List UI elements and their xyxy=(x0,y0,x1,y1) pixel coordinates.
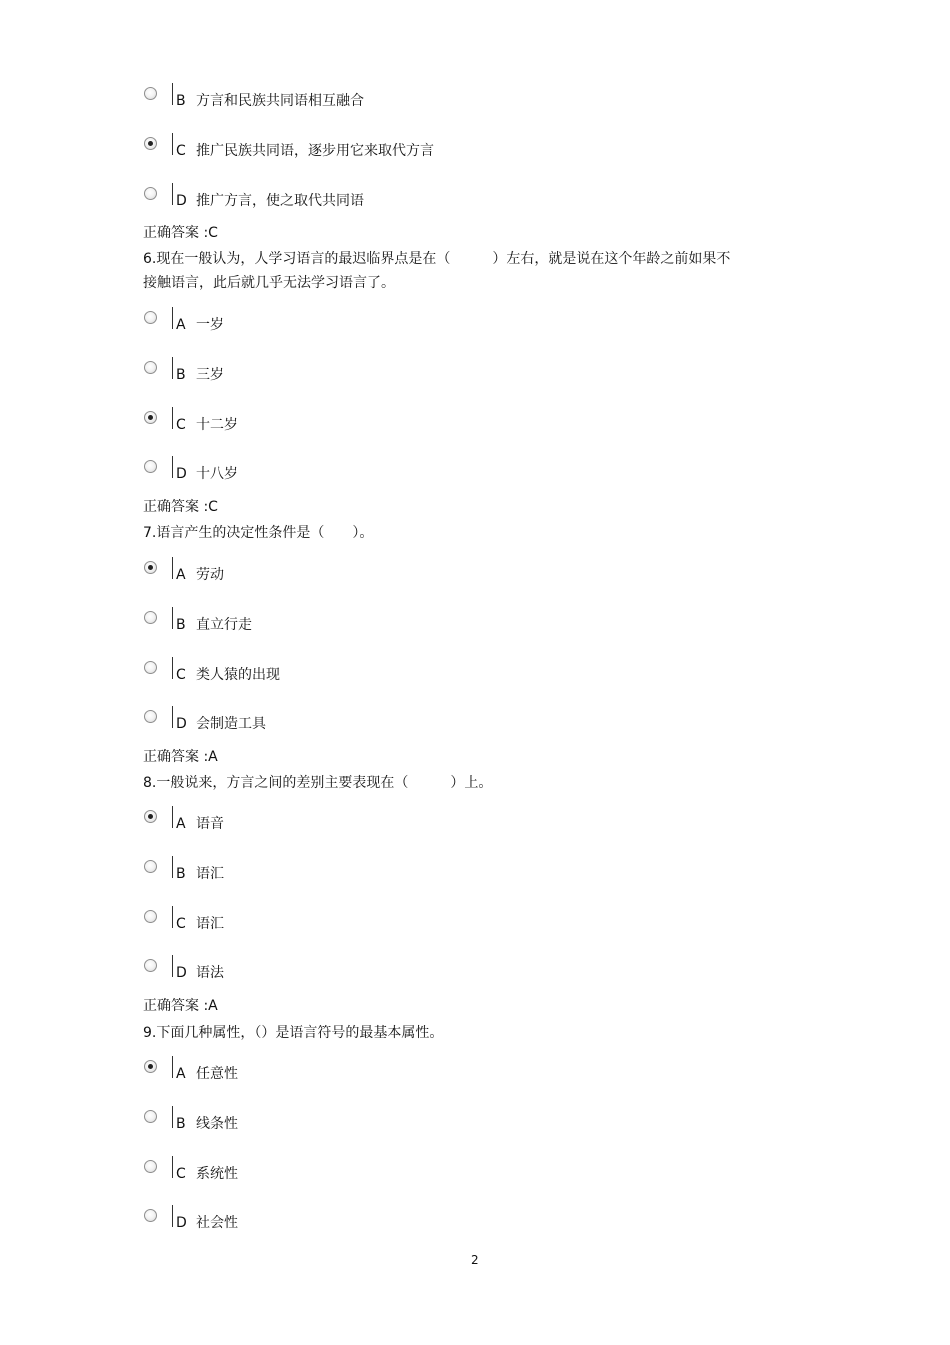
radio-option-c[interactable] xyxy=(144,1160,157,1173)
option-text: 语汇 xyxy=(196,916,224,932)
option-text: 系统性 xyxy=(196,1166,238,1182)
option-letter: D xyxy=(176,965,187,981)
option-label[interactable] xyxy=(176,665,280,685)
radio-option-d[interactable] xyxy=(144,710,157,723)
radio-option-b[interactable] xyxy=(144,87,157,100)
option-divider xyxy=(172,183,173,205)
option-text: 直立行走 xyxy=(196,617,252,633)
option-label[interactable] xyxy=(176,415,238,435)
option-label[interactable] xyxy=(176,1213,238,1233)
option-divider xyxy=(172,1056,173,1078)
option-letter: D xyxy=(176,1215,187,1231)
option-letter: A xyxy=(176,567,186,583)
option-letter: B xyxy=(176,93,186,109)
correct-answer: 正确答案 :C xyxy=(143,499,218,515)
option-divider xyxy=(172,407,173,429)
radio-option-c[interactable] xyxy=(144,137,157,150)
option-divider xyxy=(172,856,173,878)
radio-option-a[interactable] xyxy=(144,311,157,324)
option-text: 一岁 xyxy=(196,317,224,333)
option-text: 方言和民族共同语相互融合 xyxy=(196,93,364,109)
option-divider xyxy=(172,706,173,728)
option-text: 十二岁 xyxy=(196,417,238,433)
option-text: 语音 xyxy=(196,816,224,832)
option-divider xyxy=(172,1205,173,1227)
option-text: 三岁 xyxy=(196,367,224,383)
correct-answer: 正确答案 :A xyxy=(143,749,218,765)
option-label[interactable] xyxy=(176,714,266,734)
option-letter: C xyxy=(176,1166,186,1182)
question-stem: 8.一般说来，方言之间的差别主要表现在（ ）上。 xyxy=(143,775,493,791)
option-text: 推广方言，使之取代共同语 xyxy=(196,193,364,209)
radio-option-a[interactable] xyxy=(144,561,157,574)
option-label[interactable] xyxy=(176,315,224,335)
radio-option-d[interactable] xyxy=(144,187,157,200)
option-letter: D xyxy=(176,716,187,732)
option-letter: D xyxy=(176,466,187,482)
option-label[interactable] xyxy=(176,141,434,161)
radio-option-a[interactable] xyxy=(144,1060,157,1073)
option-label[interactable] xyxy=(176,814,224,834)
question-stem: 接触语言，此后就几乎无法学习语言了。 xyxy=(143,275,395,291)
option-divider xyxy=(172,133,173,155)
radio-option-c[interactable] xyxy=(144,661,157,674)
radio-option-c[interactable] xyxy=(144,411,157,424)
question-stem: 6.现在一般认为，人学习语言的最迟临界点是在（ ）左右，就是说在这个年龄之前如果不 xyxy=(143,251,731,267)
option-divider xyxy=(172,806,173,828)
option-label[interactable] xyxy=(176,1064,238,1084)
option-letter: B xyxy=(176,866,186,882)
option-divider xyxy=(172,1156,173,1178)
option-letter: A xyxy=(176,816,186,832)
option-letter: A xyxy=(176,317,186,333)
option-letter: A xyxy=(176,1066,186,1082)
option-label[interactable] xyxy=(176,914,224,934)
radio-option-d[interactable] xyxy=(144,1209,157,1222)
option-letter: C xyxy=(176,916,186,932)
option-divider xyxy=(172,357,173,379)
option-label[interactable] xyxy=(176,963,224,983)
option-label[interactable] xyxy=(176,365,224,385)
option-letter: C xyxy=(176,667,186,683)
radio-option-b[interactable] xyxy=(144,611,157,624)
option-label[interactable] xyxy=(176,864,224,884)
option-divider xyxy=(172,657,173,679)
option-label[interactable] xyxy=(176,191,364,211)
option-text: 类人猿的出现 xyxy=(196,667,280,683)
option-text: 十八岁 xyxy=(196,466,238,482)
option-text: 语汇 xyxy=(196,866,224,882)
option-label[interactable] xyxy=(176,91,364,111)
option-letter: B xyxy=(176,617,186,633)
option-label[interactable] xyxy=(176,1114,238,1134)
option-letter: B xyxy=(176,1116,186,1132)
radio-option-d[interactable] xyxy=(144,959,157,972)
option-letter: D xyxy=(176,193,187,209)
radio-option-b[interactable] xyxy=(144,1110,157,1123)
option-divider xyxy=(172,955,173,977)
option-label[interactable] xyxy=(176,464,238,484)
option-letter: C xyxy=(176,143,186,159)
option-divider xyxy=(172,557,173,579)
radio-option-a[interactable] xyxy=(144,810,157,823)
question-stem: 9.下面几种属性，（）是语言符号的最基本属性。 xyxy=(143,1025,444,1041)
radio-option-d[interactable] xyxy=(144,460,157,473)
option-divider xyxy=(172,456,173,478)
option-letter: B xyxy=(176,367,186,383)
radio-option-b[interactable] xyxy=(144,860,157,873)
option-text: 劳动 xyxy=(196,567,224,583)
option-text: 会制造工具 xyxy=(196,716,266,732)
radio-option-b[interactable] xyxy=(144,361,157,374)
question-stem: 7.语言产生的决定性条件是（ ）。 xyxy=(143,525,374,541)
option-text: 线条性 xyxy=(196,1116,238,1132)
option-divider xyxy=(172,607,173,629)
option-text: 推广民族共同语，逐步用它来取代方言 xyxy=(196,143,434,159)
option-letter: C xyxy=(176,417,186,433)
correct-answer: 正确答案 :A xyxy=(143,998,218,1014)
option-label[interactable] xyxy=(176,565,224,585)
option-divider xyxy=(172,906,173,928)
option-divider xyxy=(172,1106,173,1128)
option-text: 语法 xyxy=(196,965,224,981)
option-divider xyxy=(172,83,173,105)
option-label[interactable] xyxy=(176,1164,238,1184)
option-divider xyxy=(172,307,173,329)
page-number: 2 xyxy=(471,1253,479,1267)
correct-answer: 正确答案 :C xyxy=(143,225,218,241)
option-text: 社会性 xyxy=(196,1215,238,1231)
option-text: 任意性 xyxy=(196,1066,238,1082)
radio-option-c[interactable] xyxy=(144,910,157,923)
option-label[interactable] xyxy=(176,615,252,635)
